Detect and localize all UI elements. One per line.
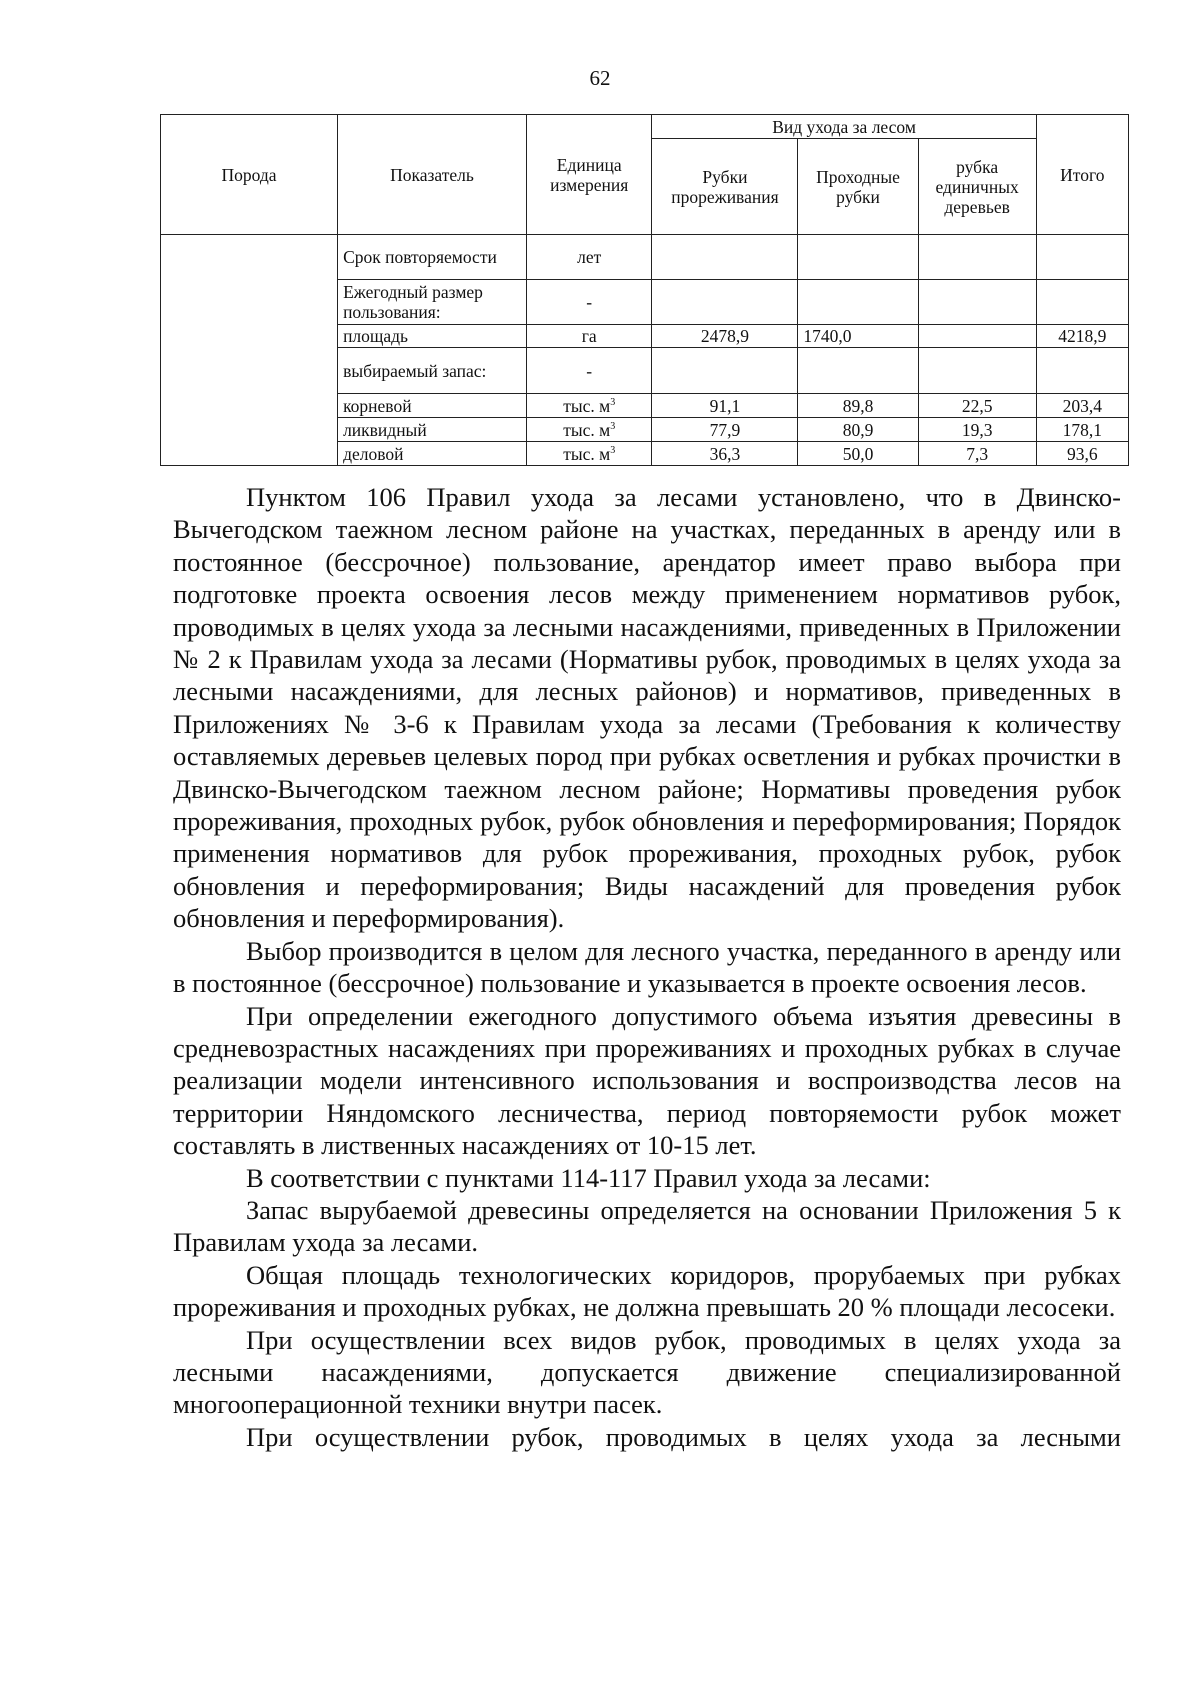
passage-cell: 89,8 <box>798 394 918 418</box>
unit-cell: - <box>526 280 652 325</box>
indicator-cell: ликвидный <box>338 418 527 442</box>
passage-cell: 50,0 <box>798 442 918 466</box>
unit-superscript: 3 <box>610 396 616 408</box>
single-tree-cell <box>918 325 1036 348</box>
indicator-cell: площадь <box>338 325 527 348</box>
unit-text: тыс. м <box>563 419 611 440</box>
header-indicator: Показатель <box>338 115 527 235</box>
single-tree-cell <box>918 280 1036 325</box>
indicator-cell: Ежегодный размер пользования: <box>338 280 527 325</box>
unit-cell: - <box>526 348 652 394</box>
body-text <box>173 481 1121 1453</box>
paragraph: При определении ежегодного допустимого объема изъятия древесины в средневозрастных насаждениях при прореживаниях и проходных рубках в случае реализации модели интенсивного использования и воспроизводства лесов на территории Няндомского лесничества, период повторяемости рубок может составлять в лиственных насаждениях от 10-15 лет. <box>173 1000 1121 1161</box>
total-cell: 93,6 <box>1036 442 1128 466</box>
passage-cell: 1740,0 <box>798 325 918 348</box>
paragraph: Пунктом 106 Правил ухода за лесами установлено, что в Двинско-Вычегодском таежном лесном районе на участках, переданных в аренду или в постоянное (бессрочное) пользование, арендатор имеет право выбора при подготовке проекта освоения лесов между применением нормативов рубок, проводимых в целях ухода за лесными насаждениями, приведенных в Приложении № 2 к Правилам ухода за лесами (Нормативы рубок, проводимых в целях ухода за лесными насаждениями, для лесных районов) и нормативов, приведенных в Приложениях № 3-6 к Правилам ухода за лесами (Требования к количеству оставляемых деревьев целевых пород при рубках осветления и рубках прочистки в Двинско-Вычегодском таежном лесном районе; Нормативы проведения рубок прореживания, проходных рубок, рубок обновления и переформирования; Порядок применения нормативов для рубок прореживания, проходных рубок, рубок обновления и переформирования; Виды насаждений для проведения рубок обновления и переформирования). <box>173 482 1121 934</box>
unit-superscript: 3 <box>610 444 616 456</box>
unit-cell: га <box>526 325 652 348</box>
table-row <box>161 235 1129 280</box>
unit-text: тыс. м <box>563 443 611 464</box>
paragraph: Общая площадь технологических коридоров, прорубаемых при рубках прореживания и проходных рубках, не должна превышать 20 % площади лесосеки. <box>173 1259 1121 1323</box>
single-tree-cell <box>918 348 1036 394</box>
header-total: Итого <box>1036 115 1128 235</box>
total-cell <box>1036 348 1128 394</box>
indicator-cell: выбираемый запас: <box>338 348 527 394</box>
header-care-type: Вид ухода за лесом <box>652 115 1036 139</box>
thinning-cell: 36,3 <box>652 442 798 466</box>
unit-cell <box>526 442 652 466</box>
paragraph: Запас вырубаемой древесины определяется на основании Приложения 5 к Правилам ухода за лесами. <box>173 1194 1121 1258</box>
forest-care-table <box>160 114 1129 466</box>
thinning-cell: 91,1 <box>652 394 798 418</box>
passage-cell <box>798 235 918 280</box>
unit-text: тыс. м <box>563 395 611 416</box>
unit-cell <box>526 418 652 442</box>
single-tree-cell: 22,5 <box>918 394 1036 418</box>
single-tree-cell <box>918 235 1036 280</box>
page-number: 62 <box>589 66 611 90</box>
total-cell: 4218,9 <box>1036 325 1128 348</box>
total-cell <box>1036 280 1128 325</box>
header-species: Порода <box>161 115 338 235</box>
thinning-cell <box>652 235 798 280</box>
paragraph: В соответствии с пунктами 114-117 Правил ухода за лесами: <box>246 1162 931 1193</box>
header-single-tree: рубка единичных деревьев <box>918 139 1036 235</box>
paragraph: При осуществлении рубок, проводимых в целях ухода за лесными <box>246 1421 1121 1452</box>
thinning-cell: 2478,9 <box>652 325 798 348</box>
total-cell: 178,1 <box>1036 418 1128 442</box>
passage-cell: 80,9 <box>798 418 918 442</box>
paragraph: Выбор производится в целом для лесного участка, переданного в аренду или в постоянное (бессрочное) пользование и указывается в проекте освоения лесов. <box>173 935 1121 999</box>
passage-cell <box>798 280 918 325</box>
header-thinning: Рубки прореживания <box>652 139 798 235</box>
total-cell <box>1036 235 1128 280</box>
header-unit: Единица измерения <box>526 115 652 235</box>
unit-cell: лет <box>526 235 652 280</box>
indicator-cell: корневой <box>338 394 527 418</box>
single-tree-cell: 19,3 <box>918 418 1036 442</box>
passage-cell <box>798 348 918 394</box>
thinning-cell <box>652 348 798 394</box>
total-cell: 203,4 <box>1036 394 1128 418</box>
species-cell <box>161 235 338 466</box>
header-passage: Проходные рубки <box>798 139 918 235</box>
indicator-cell: Срок повторяемости <box>338 235 527 280</box>
paragraph: При осуществлении всех видов рубок, проводимых в целях ухода за лесными насаждениями, допускается движение специализированной многооперационной техники внутри пасек. <box>173 1324 1121 1420</box>
thinning-cell <box>652 280 798 325</box>
indicator-cell: деловой <box>338 442 527 466</box>
unit-superscript: 3 <box>610 420 616 432</box>
thinning-cell: 77,9 <box>652 418 798 442</box>
unit-cell <box>526 394 652 418</box>
single-tree-cell: 7,3 <box>918 442 1036 466</box>
